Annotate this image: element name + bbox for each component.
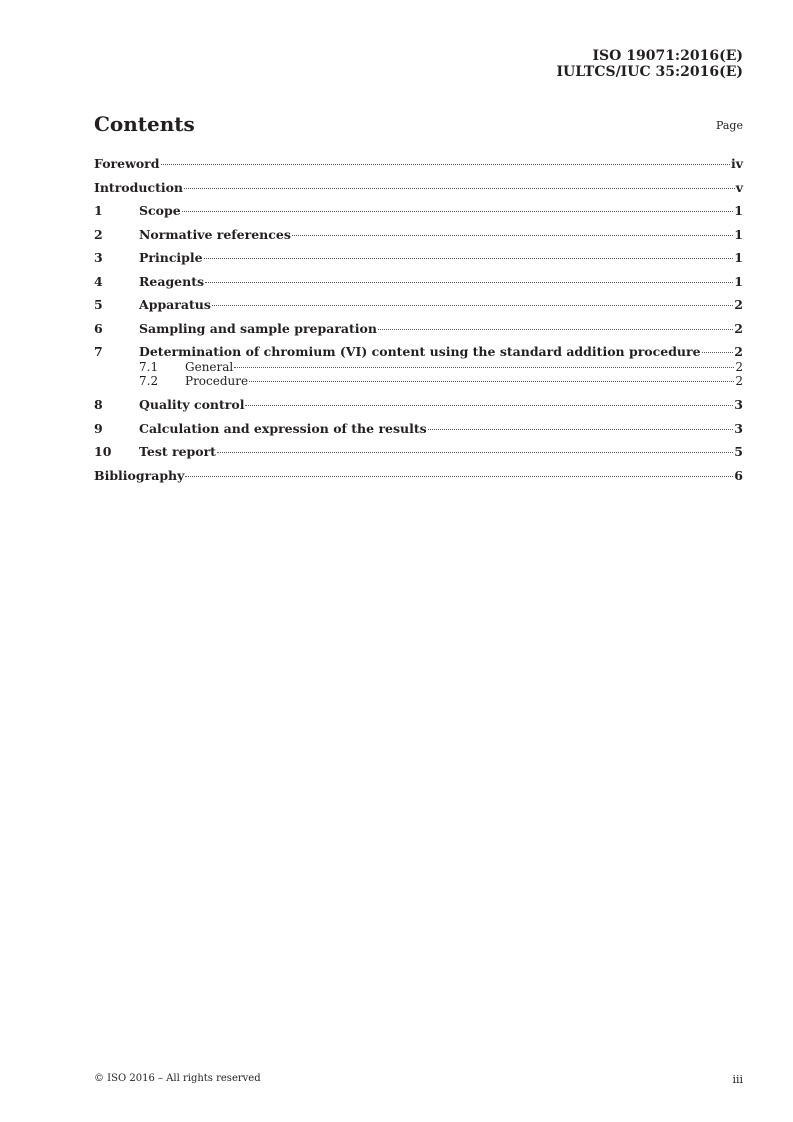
toc-entry-page: 1 [734, 226, 743, 242]
toc-entry-title: Foreword [94, 156, 160, 171]
toc-entry-title: Introduction [94, 179, 184, 195]
toc-leader-dots [182, 211, 734, 212]
toc-entry-introduction[interactable] [94, 180, 743, 196]
toc-leader-dots [292, 235, 733, 236]
toc-entry-page: 1 [734, 273, 743, 289]
contents-heading: Contents [94, 112, 195, 136]
toc-subentry-number: 7.2 [139, 374, 159, 388]
toc-entry-title: Principle [139, 250, 203, 265]
toc-entry-title: Test report [139, 444, 216, 459]
toc-leader-dots [204, 258, 734, 259]
toc-entry-page: 6 [734, 467, 743, 483]
toc-entry-page: 2 [734, 320, 743, 336]
toc-entry-page: 3 [734, 397, 743, 412]
toc-entry-number: 4 [94, 273, 103, 289]
toc-entry-determination[interactable] [94, 344, 743, 360]
toc-leader-dots [245, 405, 733, 406]
toc-entry-page: v [735, 179, 743, 195]
copyright-notice: © ISO 2016 – All rights reserved [94, 1073, 261, 1084]
toc-leader-dots [185, 476, 733, 477]
page-footer [94, 1073, 743, 1086]
toc-leader-dots [212, 305, 733, 306]
toc-leader-dots [702, 352, 734, 353]
toc-entry-number: 7 [94, 344, 103, 359]
toc-entry-page: 1 [734, 250, 743, 265]
toc-subentry-number: 7.1 [139, 360, 159, 374]
toc-entry-normative-references[interactable] [94, 227, 743, 243]
table-of-contents [94, 156, 743, 491]
document-identifier [556, 48, 743, 80]
toc-leader-dots [428, 429, 734, 430]
toc-entry-bibliography[interactable] [94, 468, 743, 484]
page-column-label: Page [715, 119, 743, 132]
toc-entry-title: Scope [139, 203, 181, 218]
toc-entry-title: Normative references [139, 226, 291, 242]
toc-leader-dots [378, 329, 733, 330]
toc-subentry-title: General [185, 360, 234, 374]
toc-entry-page: 5 [734, 444, 743, 459]
toc-entry-title: Sampling and sample preparation [139, 320, 377, 336]
toc-subentry-procedure[interactable] [94, 374, 743, 388]
toc-leader-dots [205, 282, 733, 283]
toc-subentry-title: Procedure [185, 374, 249, 388]
toc-entry-number: 5 [94, 297, 103, 312]
toc-entry-page: iv [730, 156, 743, 171]
toc-leader-dots [184, 188, 735, 189]
toc-leader-dots [249, 381, 734, 382]
toc-entry-title: Determination of chromium (VI) content using the standard addition procedure [139, 344, 701, 359]
toc-subentry-page: 2 [735, 374, 743, 388]
toc-entry-page: 2 [734, 344, 743, 359]
toc-entry-title: Bibliography [94, 467, 185, 483]
standard-number: ISO 19071:2016(E) [592, 48, 743, 64]
toc-entry-number: 8 [94, 397, 103, 412]
page-number: iii [732, 1073, 743, 1086]
toc-entry-number: 2 [94, 226, 103, 242]
toc-entry-number: 9 [94, 420, 103, 436]
toc-entry-page: 2 [734, 297, 743, 312]
toc-entry-apparatus[interactable] [94, 297, 743, 313]
toc-entry-quality-control[interactable] [94, 397, 743, 413]
toc-entry-scope[interactable] [94, 203, 743, 219]
toc-entry-title: Quality control [139, 397, 245, 412]
toc-entry-foreword[interactable] [94, 156, 743, 172]
toc-subentry-general[interactable] [94, 360, 743, 374]
toc-entry-number: 10 [94, 444, 112, 459]
toc-entry-principle[interactable] [94, 250, 743, 266]
toc-subentry-page: 2 [735, 360, 743, 374]
toc-entry-reagents[interactable] [94, 274, 743, 290]
toc-entry-page: 3 [734, 420, 743, 436]
toc-entry-number: 1 [94, 203, 103, 218]
toc-entry-number: 3 [94, 250, 103, 265]
toc-leader-dots [217, 452, 733, 453]
toc-entry-title: Calculation and expression of the results [139, 420, 427, 436]
toc-entry-calculation[interactable] [94, 421, 743, 437]
toc-entry-title: Apparatus [139, 297, 211, 312]
toc-entry-number: 6 [94, 320, 103, 336]
toc-entry-test-report[interactable] [94, 444, 743, 460]
toc-leader-dots [161, 164, 730, 165]
toc-entry-sampling[interactable] [94, 321, 743, 337]
toc-leader-dots [234, 367, 734, 368]
toc-entry-title: Reagents [139, 273, 205, 289]
standard-number-alt: IULTCS/IUC 35:2016(E) [556, 64, 743, 80]
toc-entry-page: 1 [734, 203, 743, 218]
